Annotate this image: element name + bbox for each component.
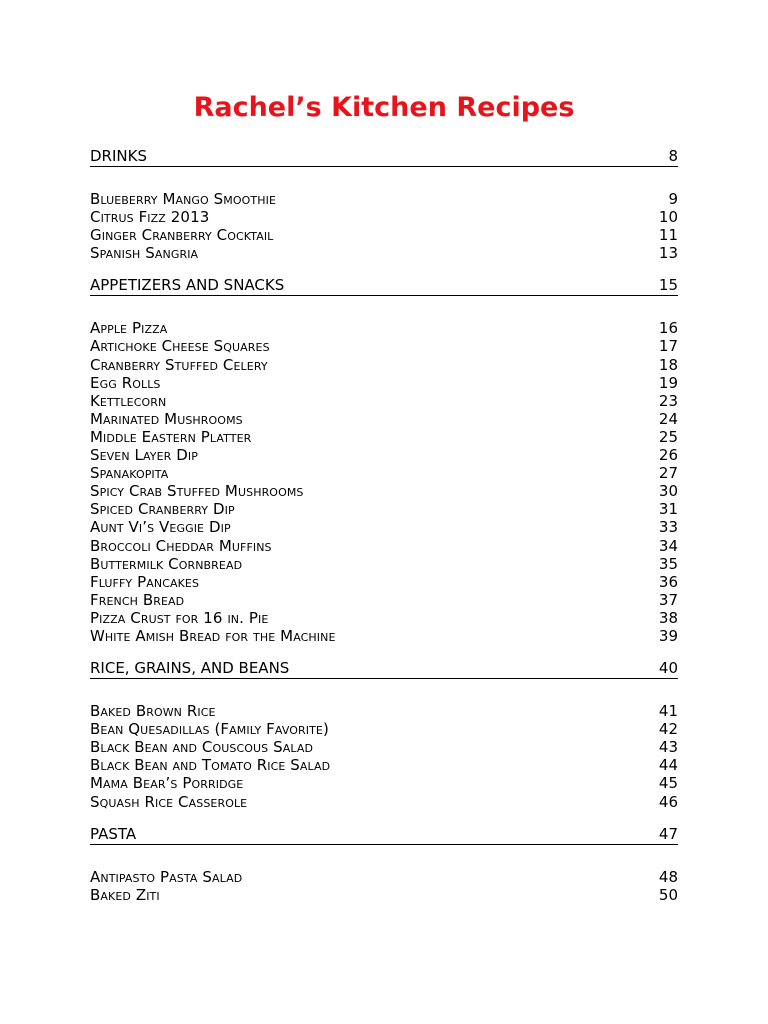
list-item xyxy=(90,756,678,774)
list-item xyxy=(90,446,678,464)
recipe-name: Egg Rolls xyxy=(90,373,161,392)
recipe-name: Spanakopita xyxy=(90,464,169,483)
page-number: 13 xyxy=(658,244,678,263)
section-heading-row xyxy=(90,659,678,679)
list-item xyxy=(90,428,678,446)
page-number: 27 xyxy=(658,464,678,483)
list-item xyxy=(90,702,678,720)
section-page-number: 40 xyxy=(658,659,678,678)
page-number: 39 xyxy=(658,626,678,645)
page-number: 10 xyxy=(658,208,678,227)
recipe-name: Cranberry Stuffed Celery xyxy=(90,355,268,374)
list-item xyxy=(90,591,678,609)
recipe-name: Mama Bear’s Porridge xyxy=(90,774,244,793)
section-heading: PASTA xyxy=(90,824,137,843)
recipe-name: Apple Pizza xyxy=(90,319,168,338)
list-item xyxy=(90,868,678,886)
list-item xyxy=(90,374,678,392)
table-of-contents xyxy=(90,147,678,918)
list-item xyxy=(90,337,678,355)
list-item xyxy=(90,392,678,410)
recipe-name: Blueberry Mango Smoothie xyxy=(90,190,276,208)
recipe-name: Antipasto Pasta Salad xyxy=(90,867,243,886)
recipe-name: Pizza Crust for 16 in. Pie xyxy=(90,608,269,627)
recipe-name: Squash Rice Casserole xyxy=(90,792,248,811)
recipe-name: Broccoli Cheddar Muffins xyxy=(90,536,272,555)
page-number: 11 xyxy=(658,226,678,245)
list-item xyxy=(90,886,678,904)
list-item xyxy=(90,518,678,536)
recipe-name: Aunt Vi’s Veggie Dip xyxy=(90,518,231,537)
page-number: 48 xyxy=(658,867,678,886)
list-item xyxy=(90,609,678,627)
page-number: 30 xyxy=(658,482,678,501)
list-item xyxy=(90,244,678,262)
section-heading-row xyxy=(90,147,678,167)
toc-section-rice-grains-beans xyxy=(90,659,678,811)
page-number: 19 xyxy=(658,373,678,392)
recipe-name: French Bread xyxy=(90,590,185,609)
list-item xyxy=(90,464,678,482)
page-number: 34 xyxy=(658,536,678,555)
toc-section-appetizers xyxy=(90,276,678,645)
recipe-name: Spiced Cranberry Dip xyxy=(90,500,235,519)
list-item xyxy=(90,793,678,811)
list-item xyxy=(90,410,678,428)
list-item xyxy=(90,555,678,573)
page-number: 31 xyxy=(658,500,678,519)
recipe-name: Citrus Fizz 2013 xyxy=(90,208,210,227)
page-number: 50 xyxy=(658,885,678,904)
page-number: 23 xyxy=(658,391,678,410)
list-item xyxy=(90,627,678,645)
page-number: 9 xyxy=(668,190,678,208)
page-number: 18 xyxy=(658,355,678,374)
section-heading-row xyxy=(90,276,678,296)
recipe-name: Middle Eastern Platter xyxy=(90,427,252,446)
recipe-name: Baked Brown Rice xyxy=(90,702,216,721)
section-heading: DRINKS xyxy=(90,147,147,165)
toc-section-pasta xyxy=(90,825,678,904)
list-item xyxy=(90,226,678,244)
list-item xyxy=(90,208,678,226)
list-item xyxy=(90,537,678,555)
page-number: 45 xyxy=(658,774,678,793)
recipe-name: Fluffy Pancakes xyxy=(90,572,200,591)
list-item xyxy=(90,500,678,518)
page-number: 44 xyxy=(658,756,678,775)
recipe-name: Spanish Sangria xyxy=(90,244,199,263)
section-page-number: 8 xyxy=(668,147,678,165)
list-item xyxy=(90,190,678,208)
page-number: 35 xyxy=(658,554,678,573)
page-number: 38 xyxy=(658,608,678,627)
recipe-name: Ginger Cranberry Cocktail xyxy=(90,226,274,245)
page-number: 33 xyxy=(658,518,678,537)
section-heading: APPETIZERS AND SNACKS xyxy=(90,276,285,295)
page-number: 41 xyxy=(658,702,678,721)
page-number: 25 xyxy=(658,427,678,446)
toc-section-drinks xyxy=(90,147,678,262)
recipe-name: Marinated Mushrooms xyxy=(90,409,243,428)
recipe-name: Seven Layer Dip xyxy=(90,446,198,465)
list-item xyxy=(90,356,678,374)
page-number: 16 xyxy=(658,319,678,338)
page-number: 24 xyxy=(658,409,678,428)
section-heading: RICE, GRAINS, AND BEANS xyxy=(90,659,290,678)
page-number: 36 xyxy=(658,572,678,591)
recipe-name: Bean Quesadillas (Family Favorite) xyxy=(90,720,329,739)
recipe-name: Buttermilk Cornbread xyxy=(90,554,243,573)
list-item xyxy=(90,482,678,500)
list-item xyxy=(90,720,678,738)
list-item xyxy=(90,319,678,337)
list-item xyxy=(90,573,678,591)
page-title: Rachel’s Kitchen Recipes xyxy=(193,92,575,123)
page-number: 43 xyxy=(658,738,678,757)
section-page-number: 47 xyxy=(658,824,678,843)
section-page-number: 15 xyxy=(658,276,678,295)
recipe-name: Baked Ziti xyxy=(90,885,160,904)
page-number: 17 xyxy=(658,337,678,356)
recipe-name: Black Bean and Couscous Salad xyxy=(90,738,314,757)
page-number: 26 xyxy=(658,446,678,465)
section-heading-row xyxy=(90,825,678,845)
recipe-name: Black Bean and Tomato Rice Salad xyxy=(90,756,331,775)
page-number: 37 xyxy=(658,590,678,609)
list-item xyxy=(90,774,678,792)
list-item xyxy=(90,738,678,756)
recipe-name: White Amish Bread for the Machine xyxy=(90,626,336,645)
page-number: 42 xyxy=(658,720,678,739)
recipe-name: Spicy Crab Stuffed Mushrooms xyxy=(90,482,304,501)
page-number: 46 xyxy=(658,792,678,811)
recipe-name: Artichoke Cheese Squares xyxy=(90,337,270,356)
recipe-name: Kettlecorn xyxy=(90,391,167,410)
